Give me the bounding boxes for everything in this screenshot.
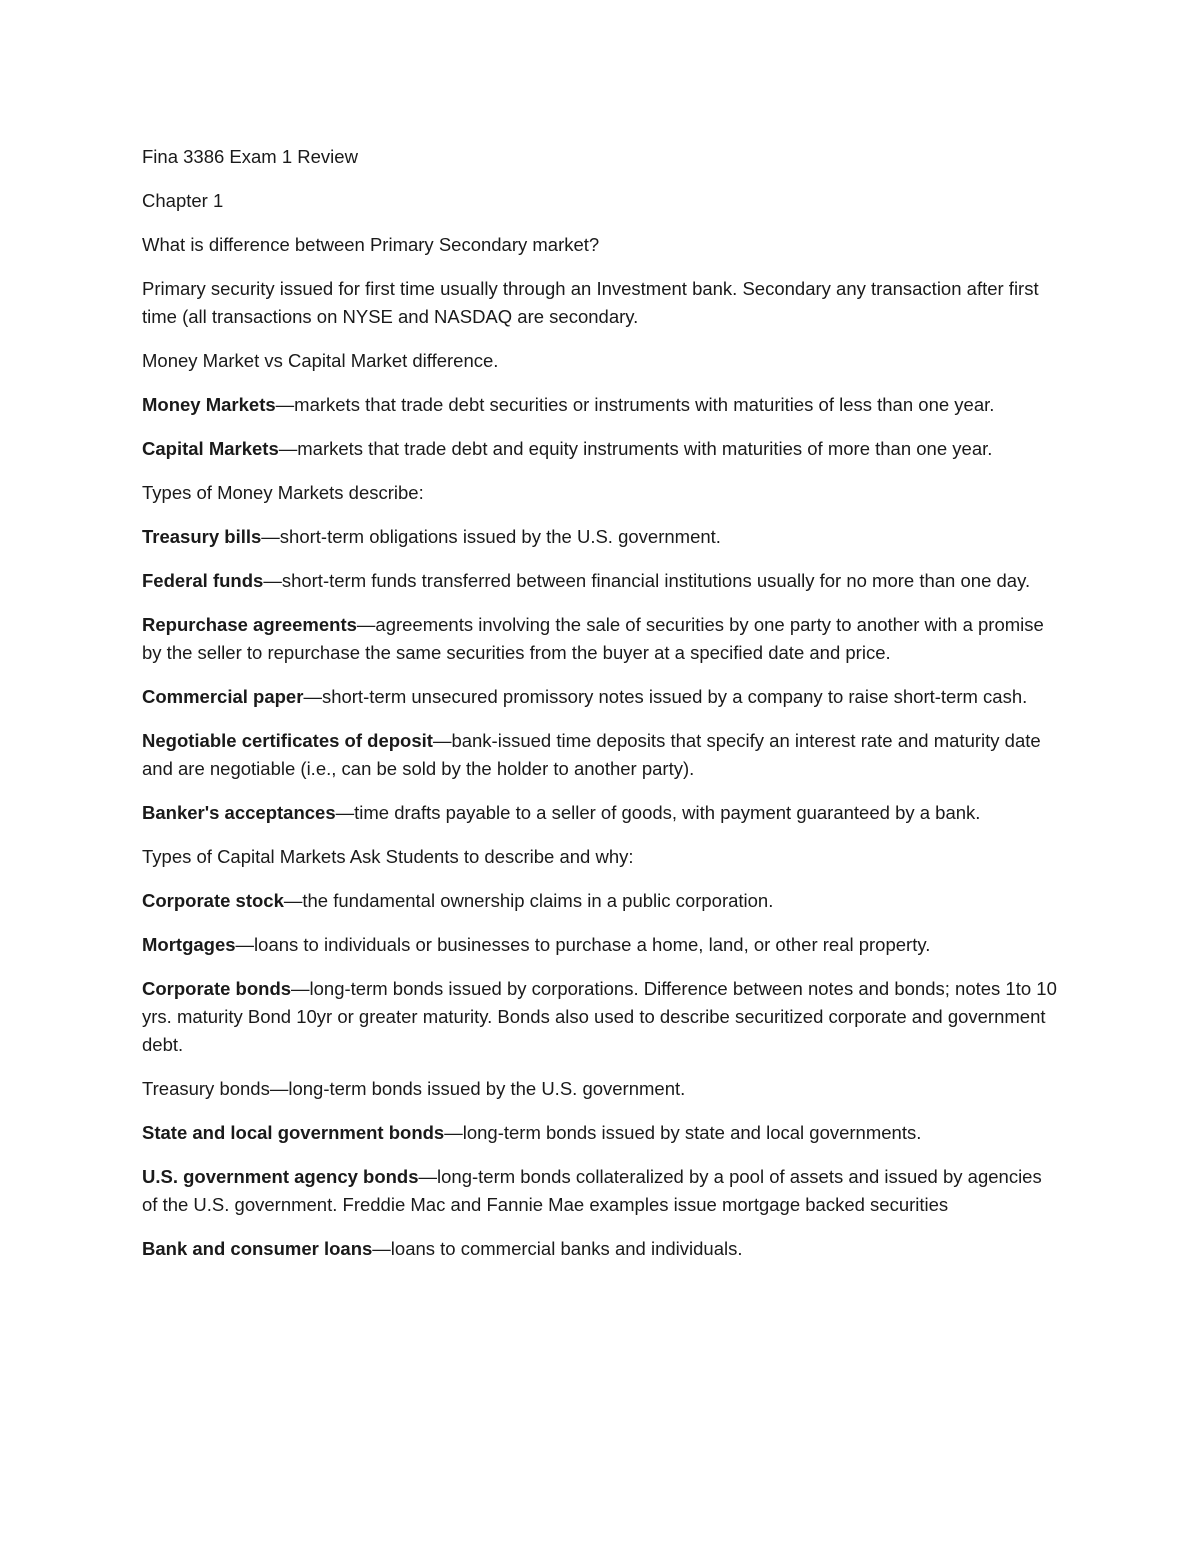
term-definition: —long-term bonds issued by state and local governments.: [444, 1122, 922, 1143]
term-label: Banker's acceptances: [142, 802, 336, 823]
term-definition: —time drafts payable to a seller of goods, with payment guaranteed by a bank.: [335, 802, 981, 823]
definition-bank-consumer-loans: [142, 1235, 1062, 1263]
term-definition: —long-term bonds issued by corporations. Difference between notes and bonds; notes 1to 10 yrs. maturity Bond 10yr or greater maturity. Bonds also used to describe securitized corporate and government debt.: [142, 978, 1057, 1055]
term-label: Bank and consumer loans: [142, 1238, 373, 1259]
term-label: Corporate bonds: [142, 978, 292, 999]
term-label: Negotiable certificates of deposit: [142, 730, 433, 751]
document-body: [142, 143, 1062, 1279]
definition-commercial-paper: [142, 683, 1062, 711]
term-definition: —loans to individuals or businesses to purchase a home, land, or other real property.: [235, 934, 931, 955]
term-definition: —short-term unsecured promissory notes issued by a company to raise short-term cash.: [303, 686, 1028, 707]
term-label: Commercial paper: [142, 686, 304, 707]
definition-mortgages: [142, 931, 1062, 959]
definition-agency-bonds: [142, 1163, 1062, 1219]
question-primary-secondary: What is difference between Primary Secondary market?: [142, 234, 600, 255]
term-label: Repurchase agreements: [142, 614, 357, 635]
definition-federal-funds: [142, 567, 1062, 595]
document-title: Fina 3386 Exam 1 Review: [142, 146, 358, 167]
term-label: U.S. government agency bonds: [142, 1166, 419, 1187]
definition-treasury-bills: [142, 523, 1062, 551]
term-label: Capital Markets: [142, 438, 279, 459]
term-definition: —the fundamental ownership claims in a public corporation.: [283, 890, 774, 911]
term-definition: —agreements involving the sale of securities by one party to another with a promise by the seller to repurchase the same securities from the buyer at a specified date and price.: [142, 614, 1044, 663]
term-definition: —bank-issued time deposits that specify an interest rate and maturity date and are negotiable (i.e., can be sold by the holder to another party).: [142, 730, 1041, 779]
question-money-vs-capital: Money Market vs Capital Market difference.: [142, 350, 499, 371]
definition-corporate-bonds: [142, 975, 1062, 1059]
term-definition: —long-term bonds collateralized by a pool of assets and issued by agencies of the U.S. government. Freddie Mac and Fannie Mae examples issue mortgage backed securities: [142, 1166, 1042, 1215]
definition-repurchase-agreements: [142, 611, 1062, 667]
term-definition: —short-term funds transferred between financial institutions usually for no more than one day.: [263, 570, 1031, 591]
term-label: Money Markets: [142, 394, 276, 415]
term-label: Mortgages: [142, 934, 236, 955]
definition-state-local-bonds: [142, 1119, 1062, 1147]
term-label: Corporate stock: [142, 890, 284, 911]
definition-negotiable-cds: [142, 727, 1062, 783]
types-capital-markets-heading: Types of Capital Markets Ask Students to describe and why:: [142, 846, 634, 867]
chapter-heading: Chapter 1: [142, 190, 224, 211]
types-money-markets-heading: Types of Money Markets describe:: [142, 482, 424, 503]
term-definition: —short-term obligations issued by the U.S. government.: [261, 526, 721, 547]
definition-treasury-bonds: Treasury bonds—long-term bonds issued by the U.S. government.: [142, 1078, 686, 1099]
term-label: Federal funds: [142, 570, 264, 591]
term-definition: —loans to commercial banks and individuals.: [372, 1238, 743, 1259]
definition-corporate-stock: [142, 887, 1062, 915]
term-definition: —markets that trade debt securities or instruments with maturities of less than one year.: [275, 394, 995, 415]
term-label: State and local government bonds: [142, 1122, 445, 1143]
term-definition: —markets that trade debt and equity instruments with maturities of more than one year.: [278, 438, 993, 459]
definition-capital-markets: [142, 435, 1062, 463]
term-label: Treasury bills: [142, 526, 262, 547]
definition-bankers-acceptances: [142, 799, 1062, 827]
answer-primary-secondary: Primary security issued for first time usually through an Investment bank. Secondary any transaction after first time (all transactions on NYSE and NASDAQ are secondary.: [142, 278, 1039, 327]
definition-money-markets: [142, 391, 1062, 419]
